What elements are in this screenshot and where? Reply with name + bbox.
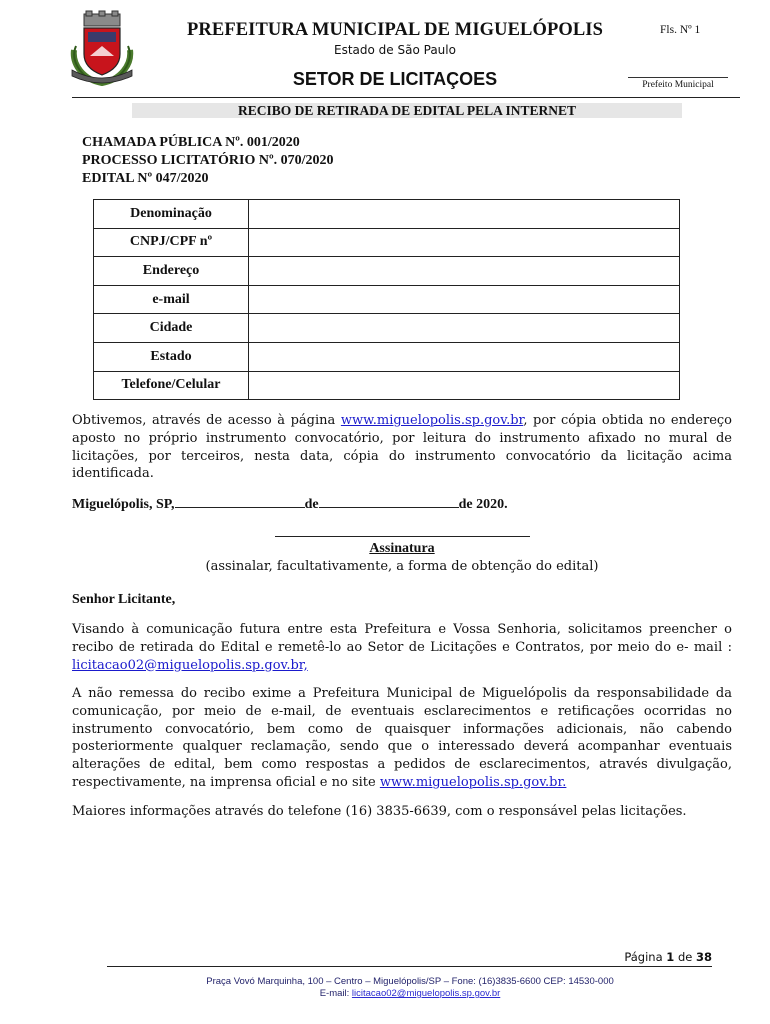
field-label: Estado <box>94 342 249 371</box>
page-prefix: Página <box>624 950 663 964</box>
signature-rule <box>275 536 530 537</box>
page-number <box>600 950 712 964</box>
paragraph-text: Obtivemos, através de acesso à página <box>72 413 341 428</box>
date-line <box>72 496 508 513</box>
sector-title: SETOR DE LICITAÇOES <box>292 69 498 89</box>
day-blank[interactable] <box>175 496 305 508</box>
footer-email <box>100 988 720 999</box>
table-row <box>94 342 680 371</box>
cnpj-cpf-field[interactable] <box>249 228 680 257</box>
header-divider <box>72 97 740 98</box>
date-year: de 2020. <box>458 497 508 512</box>
table-row <box>94 257 680 286</box>
email-link[interactable]: licitacao02@miguelopolis.sp.gov.br, <box>72 657 308 673</box>
endereco-field[interactable] <box>249 257 680 286</box>
date-city: Miguelópolis, SP, <box>72 497 175 512</box>
page-current: 1 <box>666 950 675 964</box>
communication-paragraph <box>72 621 732 674</box>
page-of: de <box>677 950 693 964</box>
field-label: Telefone/Celular <box>94 371 249 400</box>
field-label: CNPJ/CPF nº <box>94 228 249 257</box>
reference-block <box>82 134 333 188</box>
email-field[interactable] <box>249 285 680 314</box>
contact-paragraph: Maiores informações através do telefone (16) 3835-6639, com o responsável pelas licitações. <box>72 804 687 819</box>
website-link[interactable]: www.miguelopolis.sp.gov.br. <box>379 774 567 790</box>
denominacao-field[interactable] <box>249 200 680 229</box>
receipt-paragraph <box>72 412 732 483</box>
table-row <box>94 200 680 229</box>
page-title: PREFEITURA MUNICIPAL DE MIGUELÓPOLIS <box>187 20 603 40</box>
month-blank[interactable] <box>319 496 459 508</box>
field-label: Denominação <box>94 200 249 229</box>
field-label: Endereço <box>94 257 249 286</box>
signature-line <box>628 77 728 78</box>
website-link[interactable]: www.miguelopolis.sp.gov.br <box>340 413 524 428</box>
responsibility-paragraph <box>72 685 732 792</box>
footer-address: Praça Vovó Marquinha, 100 – Centro – Miguelópolis/SP – Fone: (16)3835-6600 CEP: 14530-000 <box>206 976 614 987</box>
estado-field[interactable] <box>249 342 680 371</box>
cidade-field[interactable] <box>249 314 680 343</box>
reference-line: PROCESSO LICITATÓRIO Nº. 070/2020 <box>82 153 334 168</box>
state-subtitle: Estado de São Paulo <box>334 43 456 57</box>
footer-divider <box>107 966 712 967</box>
signature-label: Assinatura <box>369 541 435 556</box>
page-total: 38 <box>695 950 712 964</box>
signatory-label: Prefeito Municipal <box>642 80 714 90</box>
paragraph-text: , por cópia obtida no endereço aposto no próprio instrumento convocatório, por leitura do instrumento afixado no mural de licitações, por terceiros, nesta data, cópia do instrumento convocatório da licitação acima identificada. <box>72 413 732 482</box>
paragraph-text: A não remessa do recibo exime a Prefeitura Municipal de Miguelópolis da responsabilidade da comunicação, por meio de e-mail, de eventuais esclarecimentos e retificações ocorridas no instrumento convocatório, bem como de quaisquer informações adicionais, não cabendo posteriormente qualquer reclamação, sendo que o interessado deverá acompanhar eventuais alterações de edital, bem como respostas a pedidos de esclarecimentos, através divulgação, respectivamente, na imprensa oficial e no site <box>72 686 732 790</box>
reference-line: CHAMADA PÚBLICA Nº. 001/2020 <box>82 135 300 150</box>
field-label: e-mail <box>94 285 249 314</box>
coat-of-arms-icon <box>66 10 138 86</box>
field-label: Cidade <box>94 314 249 343</box>
table-row <box>94 228 680 257</box>
table-row <box>94 314 680 343</box>
document-title: RECIBO DE RETIRADA DE EDITAL PELA INTERNET <box>132 103 682 118</box>
table-row <box>94 371 680 400</box>
telefone-field[interactable] <box>249 371 680 400</box>
paragraph-text: Visando à comunicação futura entre esta Prefeitura e Vossa Senhoria, solicitamos preencher o recibo de retirada do Edital e remetê-lo ao Setor de Licitações e Contratos, por meio do e- mail : <box>72 622 732 655</box>
greeting: Senhor Licitante, <box>72 592 176 607</box>
date-de: de <box>304 497 319 512</box>
reference-line: EDITAL Nº 047/2020 <box>82 171 209 186</box>
bidder-info-table <box>93 199 680 400</box>
footer-email-link[interactable]: licitacao02@miguelopolis.sp.gov.br <box>351 988 501 999</box>
signature-note: (assinalar, facultativamente, a forma de obtenção do edital) <box>205 559 599 574</box>
footer-email-label: E-mail: <box>319 988 350 999</box>
table-row <box>94 285 680 314</box>
folio-number: Fls. Nº 1 <box>660 24 701 36</box>
